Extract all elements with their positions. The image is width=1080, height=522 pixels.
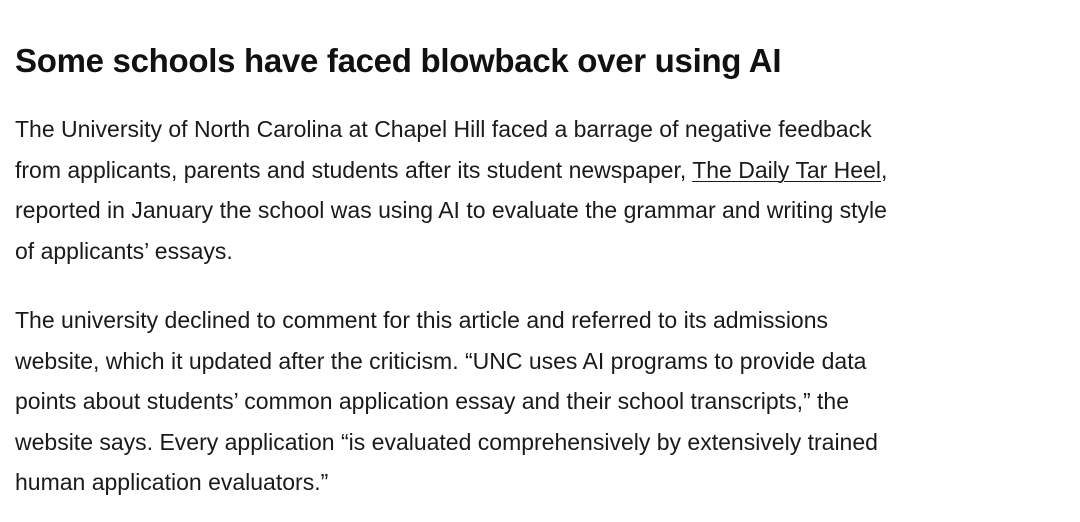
paragraph-line: website, which it updated after the criticism. “UNC uses AI programs to provide data [15,347,867,374]
section-heading: Some schools have faced blowback over using AI [15,42,782,79]
paragraph-line: The university declined to comment for this article and referred to its admissions [15,307,829,333]
paragraph-line: points about students’ common application essay and their school transcripts,” the [15,388,849,414]
paragraph-line: of applicants’ essays. [15,237,233,264]
paragraph-line: website says. Every application “is evaluated comprehensively by extensively trained [15,428,878,455]
paragraph-line: human application evaluators.” [15,469,329,495]
paragraph-line-with-link [15,150,1077,191]
paragraph-line: The University of North Carolina at Chapel Hill faced a barrage of negative feedback [15,116,872,142]
paragraph-unc-response [15,300,1077,503]
paragraph-text: , [880,156,888,183]
paragraph-line: reported in January the school was using AI to evaluate the grammar and writing style [15,197,887,223]
daily-tar-heel-link[interactable]: The Daily Tar Heel [692,156,881,183]
paragraph-text: from applicants, parents and students after its student newspaper, [15,156,693,183]
paragraph-unc-feedback [15,109,1077,271]
